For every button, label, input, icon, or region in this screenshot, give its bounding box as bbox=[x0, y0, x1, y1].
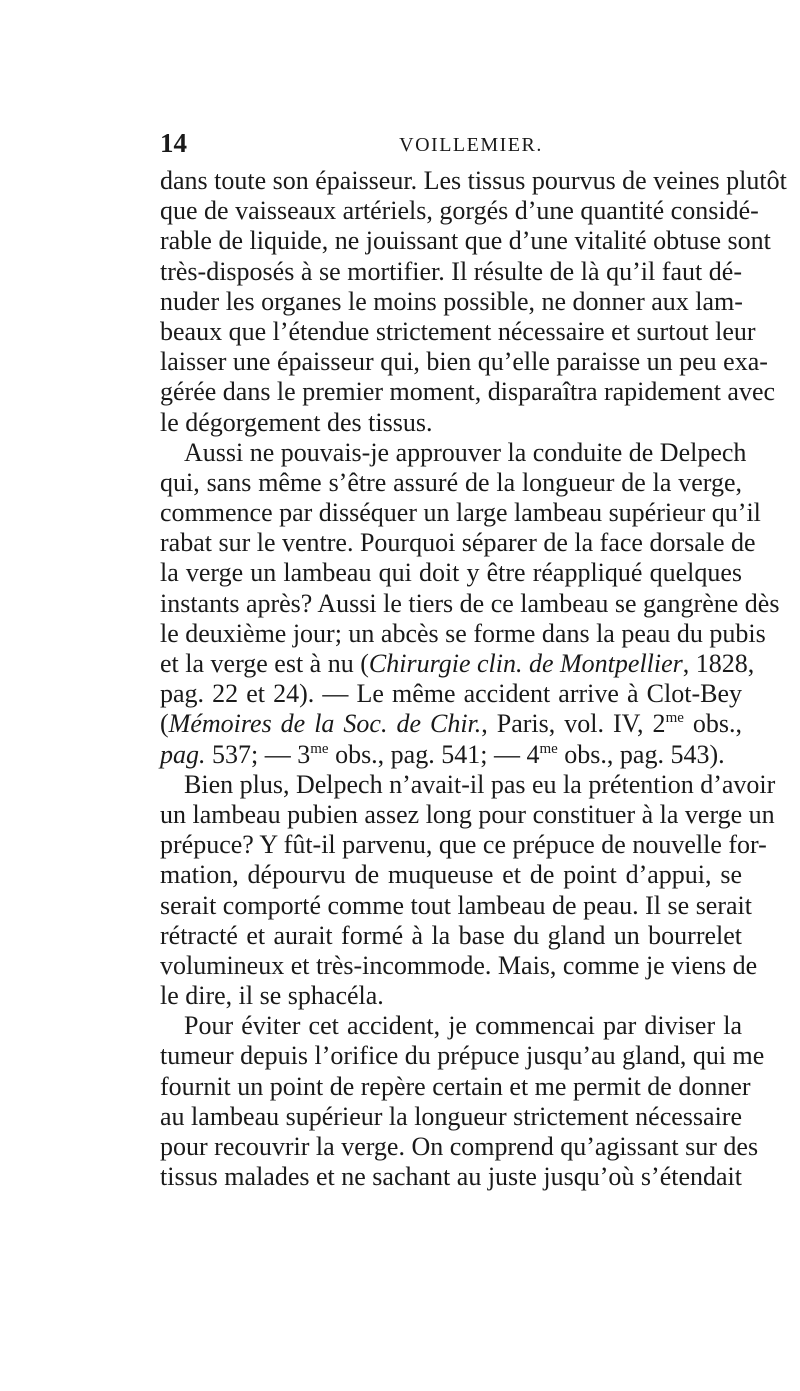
text-line: au lambeau supérieur la longueur strictement nécessaire bbox=[160, 1101, 742, 1131]
text-run: obs., pag. 541; — 4 bbox=[328, 739, 540, 769]
text-line: mation, dépourvu de muqueuse et de point d’appui, se bbox=[160, 860, 742, 890]
text-line: rétracté et aurait formé à la base du gland un bourrelet bbox=[160, 920, 742, 950]
text-run: obs., pag. 543). bbox=[557, 739, 725, 769]
page-number: 14 bbox=[160, 128, 187, 158]
superscript: me bbox=[310, 740, 329, 757]
text-run: ( bbox=[160, 709, 169, 739]
text-line: prépuce? Y fût-il parvenu, que ce prépuce de nouvelle for- bbox=[160, 830, 767, 860]
text-line: rable de liquide, ne jouissant que d’une vitalité obtuse sont bbox=[160, 226, 771, 256]
text-run: , 1828, bbox=[682, 649, 755, 678]
text-line bbox=[160, 740, 742, 770]
superscript: me bbox=[539, 740, 558, 757]
text-line: un lambeau pubien assez long pour constituer à la verge un bbox=[160, 799, 775, 829]
text-line: volumineux et très-incommode. Mais, comme je viens de bbox=[160, 950, 758, 980]
text-line: très-disposés à se mortifier. Il résulte de là qu’il faut dé- bbox=[160, 256, 742, 286]
text-line: qui, sans même s’être assuré de la longueur de la verge, bbox=[160, 467, 742, 497]
page-header bbox=[160, 128, 742, 158]
text-run: 537; — 3 bbox=[205, 739, 311, 769]
text-line: fournit un point de repère certain et me permit de donner bbox=[160, 1071, 751, 1101]
text-line: le dégorgement des tissus. bbox=[160, 407, 433, 437]
text-line: Aussi ne pouvais-je approuver la conduite de Delpech bbox=[184, 437, 747, 467]
text-line bbox=[160, 649, 755, 679]
text-run: obs., bbox=[683, 709, 742, 739]
running-head: VOILLEMIER. bbox=[399, 134, 543, 156]
text-line: gérée dans le premier moment, disparaîtra rapidement avec bbox=[160, 377, 776, 407]
text-line: tissus malades et ne sachant au juste jusqu’où s’étendait bbox=[160, 1162, 742, 1192]
superscript: me bbox=[665, 710, 684, 727]
text-line bbox=[160, 709, 742, 739]
text-line: commence par disséquer un large lambeau supérieur qu’il bbox=[160, 498, 761, 528]
text-line: instants après? Aussi le tiers de ce lambeau se gangrène dès bbox=[160, 588, 780, 618]
citation-italic: Chirurgie clin. de Montpellier bbox=[368, 649, 683, 678]
text-line: pag. 22 et 24). — Le même accident arrive à Clot-Bey bbox=[160, 679, 742, 709]
text-line: que de vaisseaux artériels, gorgés d’une quantité considé- bbox=[160, 196, 759, 226]
citation-italic: pag. bbox=[160, 739, 206, 769]
text-line: beaux que l’étendue strictement nécessaire et surtout leur bbox=[160, 316, 756, 346]
text-line: Bien plus, Delpech n’avait-il pas eu la prétention d’avoir bbox=[184, 769, 776, 799]
text-line: nuder les organes le moins possible, ne donner aux lam- bbox=[160, 286, 743, 316]
text-run: , Paris, vol. IV, 2 bbox=[481, 709, 666, 739]
text-line: laisser une épaisseur qui, bien qu’elle paraisse un peu exa- bbox=[160, 347, 768, 377]
text-line: dans toute son épaisseur. Les tissus pourvus de veines plutôt bbox=[160, 166, 787, 195]
text-line: serait comporté comme tout lambeau de peau. Il se serait bbox=[160, 890, 752, 920]
text-line: le deuxième jour; un abcès se forme dans la peau du pubis bbox=[160, 618, 766, 648]
text-line: la verge un lambeau qui doit y être réappliqué quelques bbox=[160, 558, 742, 588]
body-text bbox=[160, 166, 787, 1192]
text-line: tumeur depuis l’orifice du prépuce jusqu’au gland, qui me bbox=[160, 1041, 765, 1071]
text-line: pour recouvrir la verge. On comprend qu’agissant sur des bbox=[160, 1132, 759, 1161]
text-run: et la verge est à nu ( bbox=[160, 649, 369, 678]
text-line: Pour éviter cet accident, je commencai par diviser la bbox=[184, 1011, 742, 1041]
citation-italic: Mémoires de la Soc. de Chir. bbox=[168, 709, 482, 739]
text-line: le dire, il se sphacéla. bbox=[160, 981, 384, 1011]
text-line: rabat sur le ventre. Pourquoi séparer de la face dorsale de bbox=[160, 528, 756, 558]
